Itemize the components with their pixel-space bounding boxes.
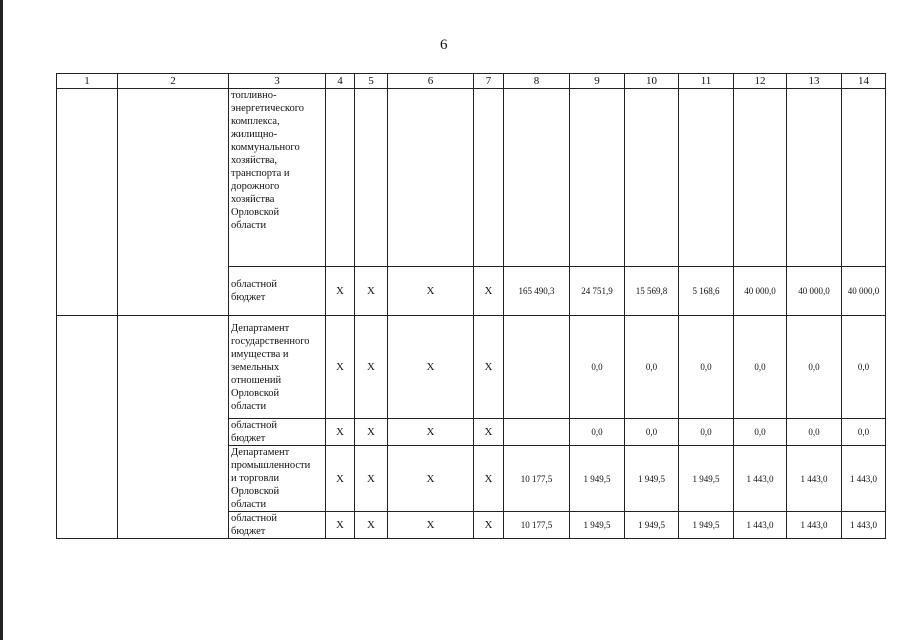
cell-amount [787,89,842,267]
header-cell: 5 [355,74,388,89]
cell-mark: X [326,446,355,512]
cell-mark: X [474,419,504,446]
cell-amount: 1 443,0 [734,446,787,512]
table-row [57,89,886,267]
cell-amount [842,89,886,267]
cell-amount: 1 949,5 [679,446,734,512]
cell-amount: 1 443,0 [787,446,842,512]
cell-amount: 1 443,0 [842,446,886,512]
cell-amount: 0,0 [787,316,842,419]
cell-amount: 40 000,0 [734,267,787,316]
cell-col2 [118,316,229,539]
cell-mark: X [355,419,388,446]
cell-amount: 10 177,5 [504,512,570,539]
cell-amount: 15 569,8 [625,267,679,316]
header-cell: 13 [787,74,842,89]
cell-name: областной бюджет [229,267,326,316]
cell-amount: 165 490,3 [504,267,570,316]
cell-amount: 1 949,5 [679,512,734,539]
cell-amount: 0,0 [842,419,886,446]
cell-name: областной бюджет [229,419,326,446]
cell-amount: 5 168,6 [679,267,734,316]
cell-amount: 0,0 [570,419,625,446]
cell-amount [504,419,570,446]
cell-amount: 0,0 [625,316,679,419]
cell-amount: 24 751,9 [570,267,625,316]
cell-mark: X [474,446,504,512]
cell-mark [355,89,388,267]
cell-mark: X [474,316,504,419]
header-cell: 1 [57,74,118,89]
cell-amount: 40 000,0 [842,267,886,316]
cell-amount: 0,0 [625,419,679,446]
cell-amount: 0,0 [842,316,886,419]
cell-name: топливно- энергетического комплекса, жилищно- коммунального хозяйства, транспорта и дорожного хозяйства Орловской области [229,89,326,267]
page-left-edge [0,0,3,640]
header-cell: 14 [842,74,886,89]
cell-mark: X [388,512,474,539]
cell-col1 [57,89,118,316]
cell-amount: 0,0 [570,316,625,419]
cell-amount [625,89,679,267]
budget-table [56,73,886,539]
cell-col2 [118,89,229,316]
cell-name: Департамент государственного имущества и земельных отношений Орловской области [229,316,326,419]
header-row [57,74,886,89]
cell-amount: 10 177,5 [504,446,570,512]
header-cell: 12 [734,74,787,89]
cell-amount: 0,0 [679,419,734,446]
cell-mark: X [355,512,388,539]
cell-mark: X [355,316,388,419]
cell-mark: X [326,267,355,316]
cell-amount: 40 000,0 [787,267,842,316]
cell-amount: 1 949,5 [570,446,625,512]
cell-col1 [57,316,118,539]
cell-amount: 1 443,0 [734,512,787,539]
cell-amount: 0,0 [787,419,842,446]
cell-amount: 1 949,5 [625,512,679,539]
cell-mark: X [326,419,355,446]
cell-mark: X [388,446,474,512]
cell-mark: X [474,512,504,539]
cell-name: областной бюджет [229,512,326,539]
cell-amount [570,89,625,267]
cell-mark: X [388,316,474,419]
cell-amount: 0,0 [679,316,734,419]
header-cell: 9 [570,74,625,89]
cell-mark: X [388,419,474,446]
header-cell: 10 [625,74,679,89]
header-cell: 6 [388,74,474,89]
cell-mark [388,89,474,267]
cell-amount: 0,0 [734,419,787,446]
cell-mark [326,89,355,267]
header-cell: 4 [326,74,355,89]
cell-mark: X [326,512,355,539]
header-cell: 2 [118,74,229,89]
cell-mark: X [326,316,355,419]
cell-mark: X [474,267,504,316]
cell-name: Департамент промышленности и торговли Орловской области [229,446,326,512]
cell-mark [474,89,504,267]
header-cell: 3 [229,74,326,89]
header-cell: 11 [679,74,734,89]
cell-amount: 1 443,0 [842,512,886,539]
cell-amount [504,89,570,267]
header-cell: 8 [504,74,570,89]
cell-amount: 1 949,5 [570,512,625,539]
page-number: 6 [440,37,448,53]
cell-mark: X [355,267,388,316]
cell-amount: 0,0 [734,316,787,419]
cell-amount: 1 949,5 [625,446,679,512]
cell-amount [679,89,734,267]
cell-amount [504,316,570,419]
cell-mark: X [355,446,388,512]
cell-amount: 1 443,0 [787,512,842,539]
header-cell: 7 [474,74,504,89]
cell-mark: X [388,267,474,316]
cell-amount [734,89,787,267]
table-row [57,316,886,419]
